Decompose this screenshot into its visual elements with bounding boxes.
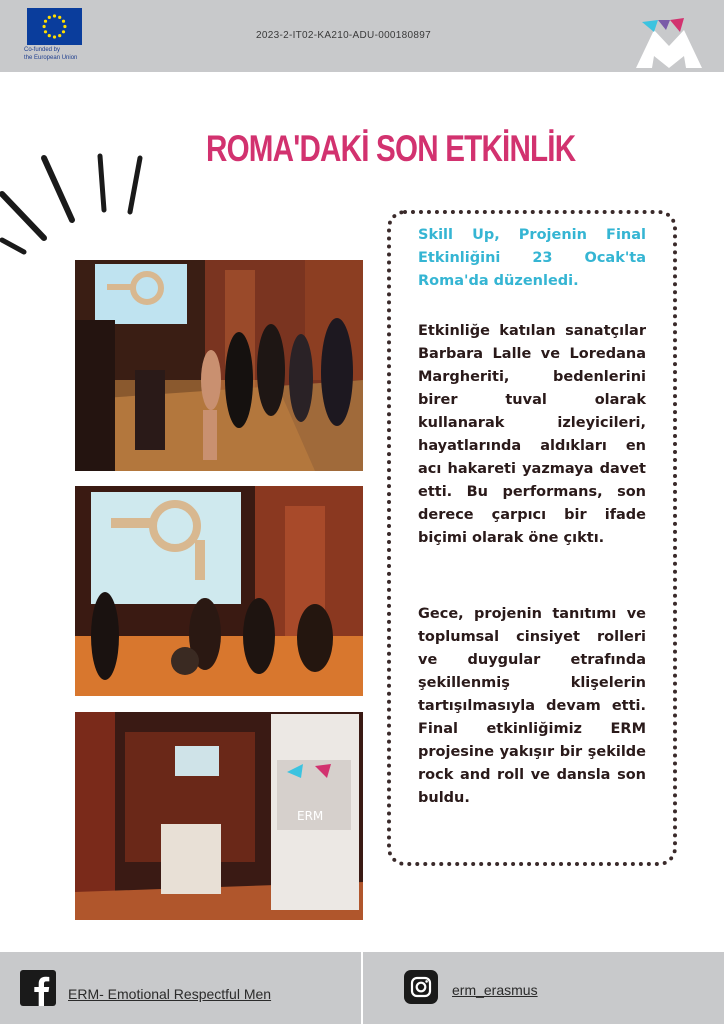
page-title: ROMA'DAKİ SON ETKİNLİK [206,128,576,169]
intro-text: Skill Up, Projenin Final Etkinliğini 23 Ocak'ta Roma'da düzenledi. [418,227,646,289]
erm-logo-icon [636,16,702,68]
eu-flag-icon [27,8,82,45]
decorative-rays-icon [0,148,160,260]
event-photo-venue [75,712,363,920]
instagram-link[interactable]: erm_erasmus [452,982,538,998]
project-code: 2023-2-IT02-KA210-ADU-000180897 [256,30,431,41]
event-photo-band [75,486,363,696]
facebook-icon[interactable] [20,970,56,1006]
paragraph-evening: Gece, projenin tanıtımı ve toplumsal cinsiyet rolleri ve duygular etrafında şekillenmiş klişelerin tartışılmasıyla devam etti. Final etkinliğimiz ERM projesine yakışır bir şekilde rock and roll ve dansla son buldu. [418,606,646,806]
facebook-link[interactable]: ERM- Emotional Respectful Men [68,986,272,1002]
footer-divider [361,952,363,1024]
event-photo-performance [75,260,363,471]
eu-cofunded-caption: Co-funded by the European Union [24,47,78,61]
instagram-icon[interactable] [404,970,438,1004]
svg-text:ERM: ERM [297,809,324,823]
paragraph-performance: Etkinliğe katılan sanatçılar Barbara Lalle ve Loredana Margheriti, bedenlerini birer tuval olarak kullanarak izleyicileri, hayatlarında aldıkları en acı hakareti yazmaya davet etti. Bu performans, son derece çarpıcı bir ifade biçimi olarak öne çıktı. [418,323,646,546]
